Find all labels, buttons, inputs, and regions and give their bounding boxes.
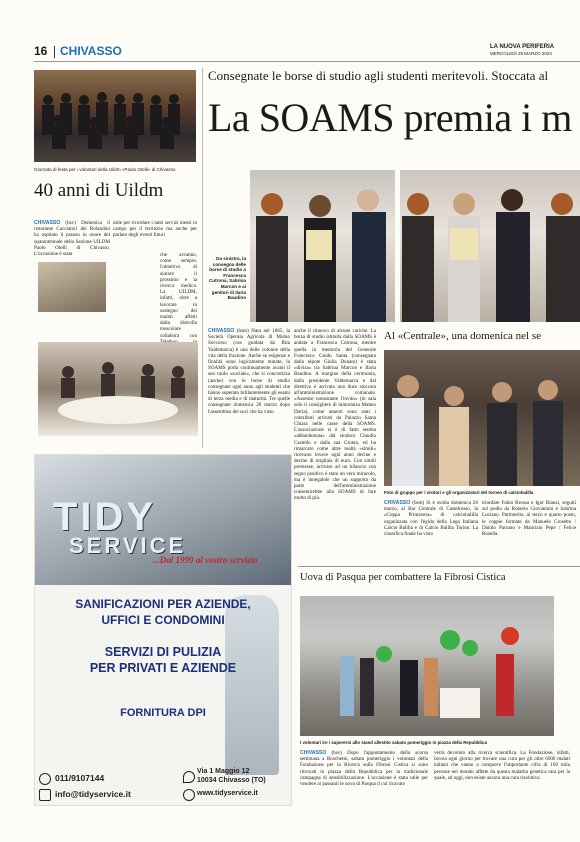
uildm-table-figures [38, 342, 198, 436]
issue-date: MERCOLEDÌ 29 MARZO 2023 [490, 51, 552, 56]
ad-email[interactable]: info@tidyservice.it [55, 789, 131, 799]
uildm-text-col2 [113, 220, 197, 239]
pasqua-title: Uova di Pasqua per combattere la Fibrosi Cistica [300, 572, 506, 583]
pasqua-photo-figures [300, 596, 554, 736]
soams-photo-left [250, 170, 395, 322]
header-divider [54, 46, 55, 58]
pasqua-dateline: CHIVASSO [300, 750, 327, 756]
ad-address-line2: 10034 Chivasso (TO) [197, 777, 266, 784]
ad-line-privati: PER PRIVATI E AZIENDE [89, 661, 237, 675]
email-icon [39, 789, 51, 801]
pasqua-text-col2 [434, 750, 570, 781]
soams-photo-right [400, 170, 580, 322]
uildm-group-photo [34, 70, 196, 162]
centrale-photo-caption: Foto di gruppo per i visitori e gli organizzatori del torneo di calciobalilla [384, 490, 534, 495]
page-number: 16 [34, 44, 48, 58]
uildm-table-photo [38, 342, 198, 436]
soams-text-col2 [294, 328, 376, 502]
header-rule [34, 61, 580, 62]
uildm-title: 40 anni di Uildm [34, 180, 164, 201]
uildm-body-wrap: che avranno, come sempre, l'obiettivo di aiutare il prossimo e la ricerca medica. La UILDM, infatti, oltre a lavorare in sostegno dei malati affetti dalla distrofia muscolare collabora con [160, 252, 197, 339]
uildm-dateline: CHIVASSO [34, 220, 61, 226]
page-header [34, 44, 580, 60]
uildm-photo-figures [34, 70, 196, 162]
section-title: CHIVASSO [60, 44, 122, 58]
centrale-title: Al «Centrale», una domenica nel se [384, 330, 542, 342]
soams-photo-left-figures [250, 170, 395, 322]
ad-website[interactable]: www.tidyservice.it [197, 790, 258, 797]
centrale-text-col2 [482, 500, 576, 537]
soams-body-col2: anche il rinnovo di alcune cariche. La borsa di studio istituita dalla SOAMS è andata a Francesca Cutrona, mentre quella in memoria del Generale Francesco Guido Santa (consegnata dalla nipote Giulia Donato) è stata «divisa» tra Sabrina Marcon e Ilaria Baudino. A margine della cerimonia, dalla presidente Valdemarca e dal direttivo è arrivata una dura stoccata all'amministrazione comunale. «Assenze nonostante l'invito» (in sala solo il consigliere di minoranza Matteo Doria), come assenti sono stati i contributi arrivati da Palazzo Santa Chiara nelle casse della SOAMS. L'associazione si è di fatto sentita «abbandonata» dal sindaco Claudio Castello e dalla sua Giunta, ed ha rimarcato come altre realtà «simili» ricevano invece ogni anno decine e decine di migliaia di euro. Con simili premesse, arrivare ad un bilancio con segno positivo è stato un vero miracolo, ma è innegabile che un supporto da parte dell'amministrazione consentirebbe alla SOAMS di fare molto di più. [294, 328, 376, 502]
ad-logo-line2: SERVICE [69, 533, 187, 558]
pasqua-text-col1 [300, 750, 428, 787]
ad-slogan: ...Dal 1999 al vostro servizio [153, 555, 258, 565]
centrale-group-photo [384, 350, 580, 486]
pasqua-rule [298, 566, 580, 567]
centrale-body-col2: trionfare Fabio Brossa e Igor Bianzi, seguiti sul podio da Roberto Giovannini e Sabrina Luciano. Parimerito, al terzo e quarto posto, le coppie formate da Manuele Crosetto / Danilo Patruno e Maurizio Pepe / Felice Rosella. [482, 500, 576, 538]
uildm-photo-caption: Giornata di festa per i volontari della Uildm «Paolo Otelli» di Chivasso [34, 167, 176, 172]
soams-title: La SOAMS premia i m [208, 95, 572, 140]
uildm-inset-photo [38, 262, 106, 312]
globe-icon [183, 789, 195, 801]
ad-line-fornitura: FORNITURA DPI [120, 707, 206, 719]
soams-text-col1 [208, 328, 290, 415]
uildm-body-right: utile per ricordare i tanti servizi messi in campo per il territorio ma anche per parlare degli eventi futuri [113, 220, 197, 239]
ad-line-servizi: SERVIZI DI PULIZIA [104, 645, 222, 659]
location-pin-icon [183, 771, 195, 783]
ad-address-line1: Via 1 Maggio 12 [197, 768, 250, 775]
pasqua-photo-caption: I volontari ire i supereroi allo stand allestito sabato pomeriggio in piazza della Repubblica [300, 740, 487, 745]
centrale-body-col1: (bsm) Si è svolta domenica 26 marzo, al Bar Centrale di Castelrosso, la «Coppa Primavera» di calciobalilla organizzata con l'egida della Lega Italiana Calcio Balilla e di Calcio Balilla Torino. La classifica finale ha visto [384, 500, 478, 538]
centrale-text-col1 [384, 500, 478, 537]
ad-line-uffici: UFFICI E CONDOMINI [101, 613, 225, 627]
newspaper-name: LA NUOVA PERIFERIA [490, 44, 555, 50]
ad-logo-line1: TIDY [53, 495, 157, 539]
uildm-text-col1 [34, 220, 110, 257]
ad-phone[interactable]: 011/9107144 [55, 773, 105, 783]
pasqua-body-col2: verrà devoluto alla ricerca scientifica. La Fondazione, infatti, lavora ogni giorno per trovare una cura per gli oltre 6000 malati italiani che vanno a comporre l'importante cifra di 160 mila persone nel mondo affette da questa malattia genetica rara per la quale, ad oggi, non esiste ancora una cura risolutiva. [434, 750, 570, 781]
pasqua-body-col1: (bsv) Dopo l'appuntamento della scorsa settimana a Boschetto, sabato pomeriggio i volontari della Fondazione per la Ricerca sulla Fibrosi Cistica si sono ritrovati in piazza della Repubblica per la tradizionale campagna di sensibilizzazione. L'occasione è stata utile per vendere ai passanti le uova di Pasqua il cui ricavato [300, 750, 428, 788]
phone-icon [39, 773, 51, 785]
soams-photo-right-figures [400, 170, 580, 322]
soams-body-col1: (bsm) Nata nel 1865, la Società Operaia Agricola di Mutuo Soccorso (ora guidata da Rita Valdemarca) è una delle colonne della vita della frazione. Anche se esigenze e finalità sono logicamente mutate, la SOAMS porta continuamente avanti il suo ruolo «sociale», che si concretizza (anche) con le borse di studio consegnate ogni anno agli studenti che hanno superato brillantemente gli esami di terza media e di maturità. Tre quelle consegnate domenica 26 marzo dopo l'assemblea dei soci che ha visto [208, 328, 291, 415]
uildm-body-left: (bsv) Domenica il ristorante Cacciatori dei Rolandini ha ospitato il pranzo in onore del quarantennale della Sezione UILDM Paolo Otelli di Chivasso. L'occasione è stata [34, 220, 111, 258]
centrale-dateline: CHIVASSO [384, 500, 411, 506]
centrale-photo-figures [384, 350, 580, 486]
soams-kicker: Consegnate le borse di studio agli studenti meritevoli. Stoccata al [208, 68, 549, 83]
soams-dateline: CHIVASSO [208, 328, 235, 334]
column-divider [202, 68, 203, 448]
tidy-service-advert[interactable] [34, 454, 292, 806]
pasqua-stand-photo [300, 596, 554, 736]
soams-side-caption: Da sinistra, la consegna delle borse di studio a Francesca Cutrona, Sabrina Marcon e ai genitori di Ilaria Baudino [208, 256, 246, 301]
ad-line-sanificazioni: SANIFICAZIONI PER AZIENDE, [75, 597, 251, 611]
